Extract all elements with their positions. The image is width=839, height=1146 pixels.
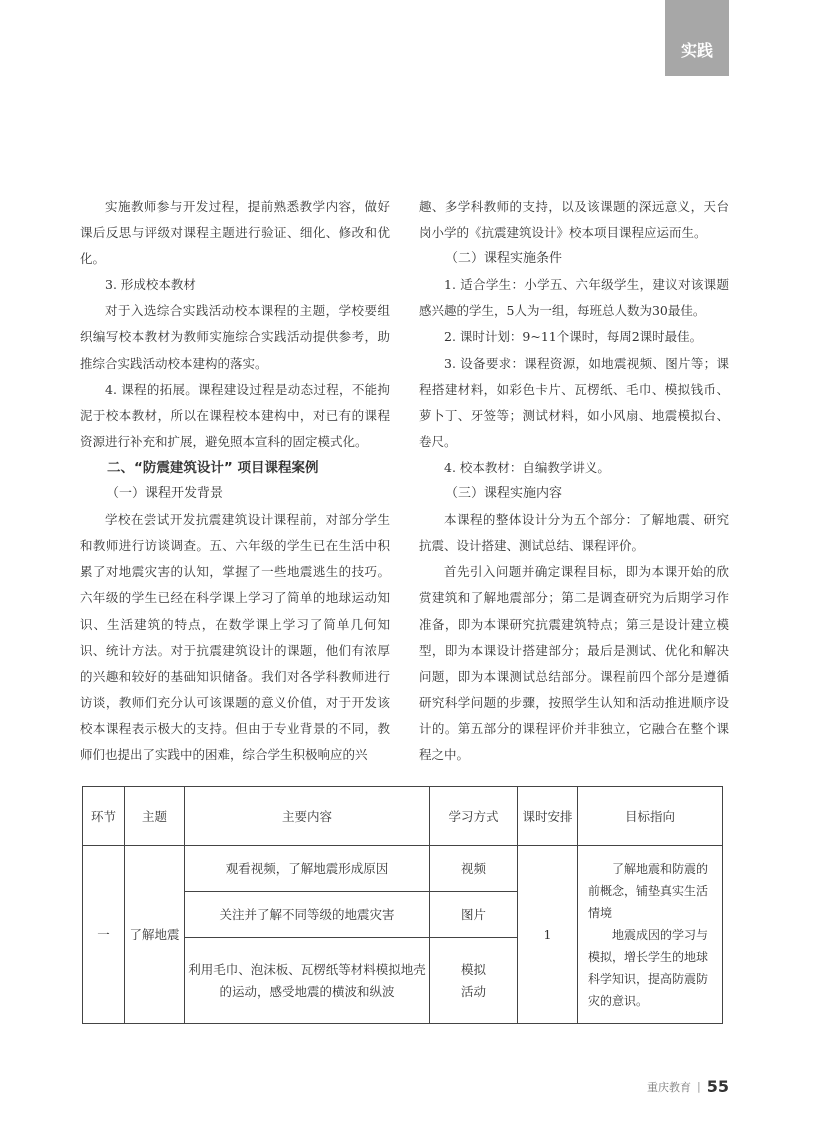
paragraph: 本课程的整体设计分为五个部分：了解地震、研究抗震、设计搭建、测试总结、课程评价。 <box>419 512 729 554</box>
header-stage: 环节 <box>83 787 125 846</box>
method-cell <box>430 938 518 1024</box>
content-cell: 观看视频，了解地震形成原因 <box>185 846 430 892</box>
table-row <box>83 846 723 892</box>
paragraph: 实施教师参与开发过程，提前熟悉教学内容，做好课后反思与评级对课程主题进行验证、细化、修改和优化。 <box>80 199 390 267</box>
page-footer <box>647 1077 729 1096</box>
right-text-column <box>419 194 729 768</box>
paragraph: 学校在尝试开发抗震建筑设计课程前，对部分学生和教师进行访谈调查。五、六年级的学生已在生活中积累了对地震灾害的认知，掌握了一些地震逃生的技巧。六年级的学生已经在科学课上学习了简单的地球运动知识、生活建筑的特点，在数学课上学习了简单几何知识、统计方法。对于抗震建筑设计的课题，他们有浓厚的兴趣和较好的基础知识储备。我们对各学科教师进行访谈，教师们充分认可该课题的意义价值，对于开发该校本课程表示极大的支持。但由于专业背景的不同，教师们也提出了实践中的困难，综合学生积极响应的兴 <box>80 512 390 762</box>
method-line-2: 活动 <box>460 983 486 999</box>
goal-cell <box>578 846 723 1024</box>
stage-cell: 一 <box>83 846 125 1024</box>
section-heading: （一）课程开发背景 <box>106 486 224 502</box>
footer-divider: | <box>697 1080 701 1093</box>
paragraph: 1. 适合学生：小学五、六年级学生，建议对该课题感兴趣的学生，5人为一组，每班总人数为30最佳。 <box>419 277 729 319</box>
content-cell <box>185 938 430 1024</box>
table-header-row <box>83 787 723 846</box>
paragraph: 首先引入问题并确定课程目标，即为本课开始的欣赏建筑和了解地震部分；第二是调查研究为后期学习作准备，即为本课研究抗震建筑特点；第三是设计建立模型，即为本课设计搭建部分；最后是测试、优化和解决问题，即为本课测试总结部分。课程前四个部分是遵循研究科学问题的步骤，按照学生认知和活动推进顺序设计的。第五部分的课程评价并非独立，它融合在整个课程之中。 <box>419 564 729 762</box>
method-cell: 图片 <box>430 892 518 938</box>
content-line-1: 利用毛巾、泡沫板、瓦楞纸等材料模拟地壳 <box>188 961 426 977</box>
section-heading: （二）课程实施条件 <box>445 251 563 267</box>
method-cell: 视频 <box>430 846 518 892</box>
journal-name: 重庆教育 <box>647 1080 692 1094</box>
content-cell: 关注并了解不同等级的地震灾害 <box>185 892 430 938</box>
paragraph: 3. 形成校本教材 <box>105 277 196 293</box>
paragraph: 2. 课时计划：9~11个课时，每周2课时最佳。 <box>444 329 703 345</box>
section-tag: 实践 <box>665 0 729 76</box>
paragraph: 4. 校本教材：自编教学讲义。 <box>444 459 610 475</box>
paragraph: 对于入选综合实践活动校本课程的主题，学校要组织编写校本教材为教师实施综合实践活动提供参考，助推综合实践活动校本建构的落实。 <box>80 303 390 371</box>
course-table <box>82 786 723 1024</box>
paragraph: 趣、多学科教师的支持，以及该课题的深远意义，天台岗小学的《抗震建筑设计》校本项目课程应运而生。 <box>419 199 729 241</box>
goal-text-2: 地震成因的学习与模拟，增长学生的地球科学知识，提高防震防灾的意识。 <box>588 927 709 1008</box>
header-method: 学习方式 <box>430 787 518 846</box>
hours-cell: 1 <box>518 846 578 1024</box>
content-line-2: 的运动，感受地震的横波和纵波 <box>219 983 395 999</box>
section-heading: 二、“防震建筑设计” 项目课程案例 <box>107 459 319 476</box>
paragraph: 4. 课程的拓展。课程建设过程是动态过程，不能拘泥于校本教材，所以在课程校本建构中，对已有的课程资源进行补充和扩展，避免照本宣科的固定模式化。 <box>80 381 390 449</box>
header-goal: 目标指向 <box>578 787 723 846</box>
header-theme: 主题 <box>125 787 185 846</box>
header-hours: 课时安排 <box>518 787 578 846</box>
theme-cell: 了解地震 <box>125 846 185 1024</box>
header-content: 主要内容 <box>185 787 430 846</box>
page-number: 55 <box>706 1077 729 1096</box>
goal-text-1: 了解地震和防震的前概念，铺垫真实生活情境 <box>588 861 709 920</box>
method-line-1: 模拟 <box>460 961 486 977</box>
section-heading: （三）课程实施内容 <box>445 486 563 502</box>
left-text-column <box>80 194 390 768</box>
paragraph: 3. 设备要求：课程资源，如地震视频、图片等；课程搭建材料，如彩色卡片、瓦楞纸、毛巾、模拟钱币、萝卜丁、牙签等；测试材料，如小风扇、地震模拟台、卷尺。 <box>419 355 729 449</box>
